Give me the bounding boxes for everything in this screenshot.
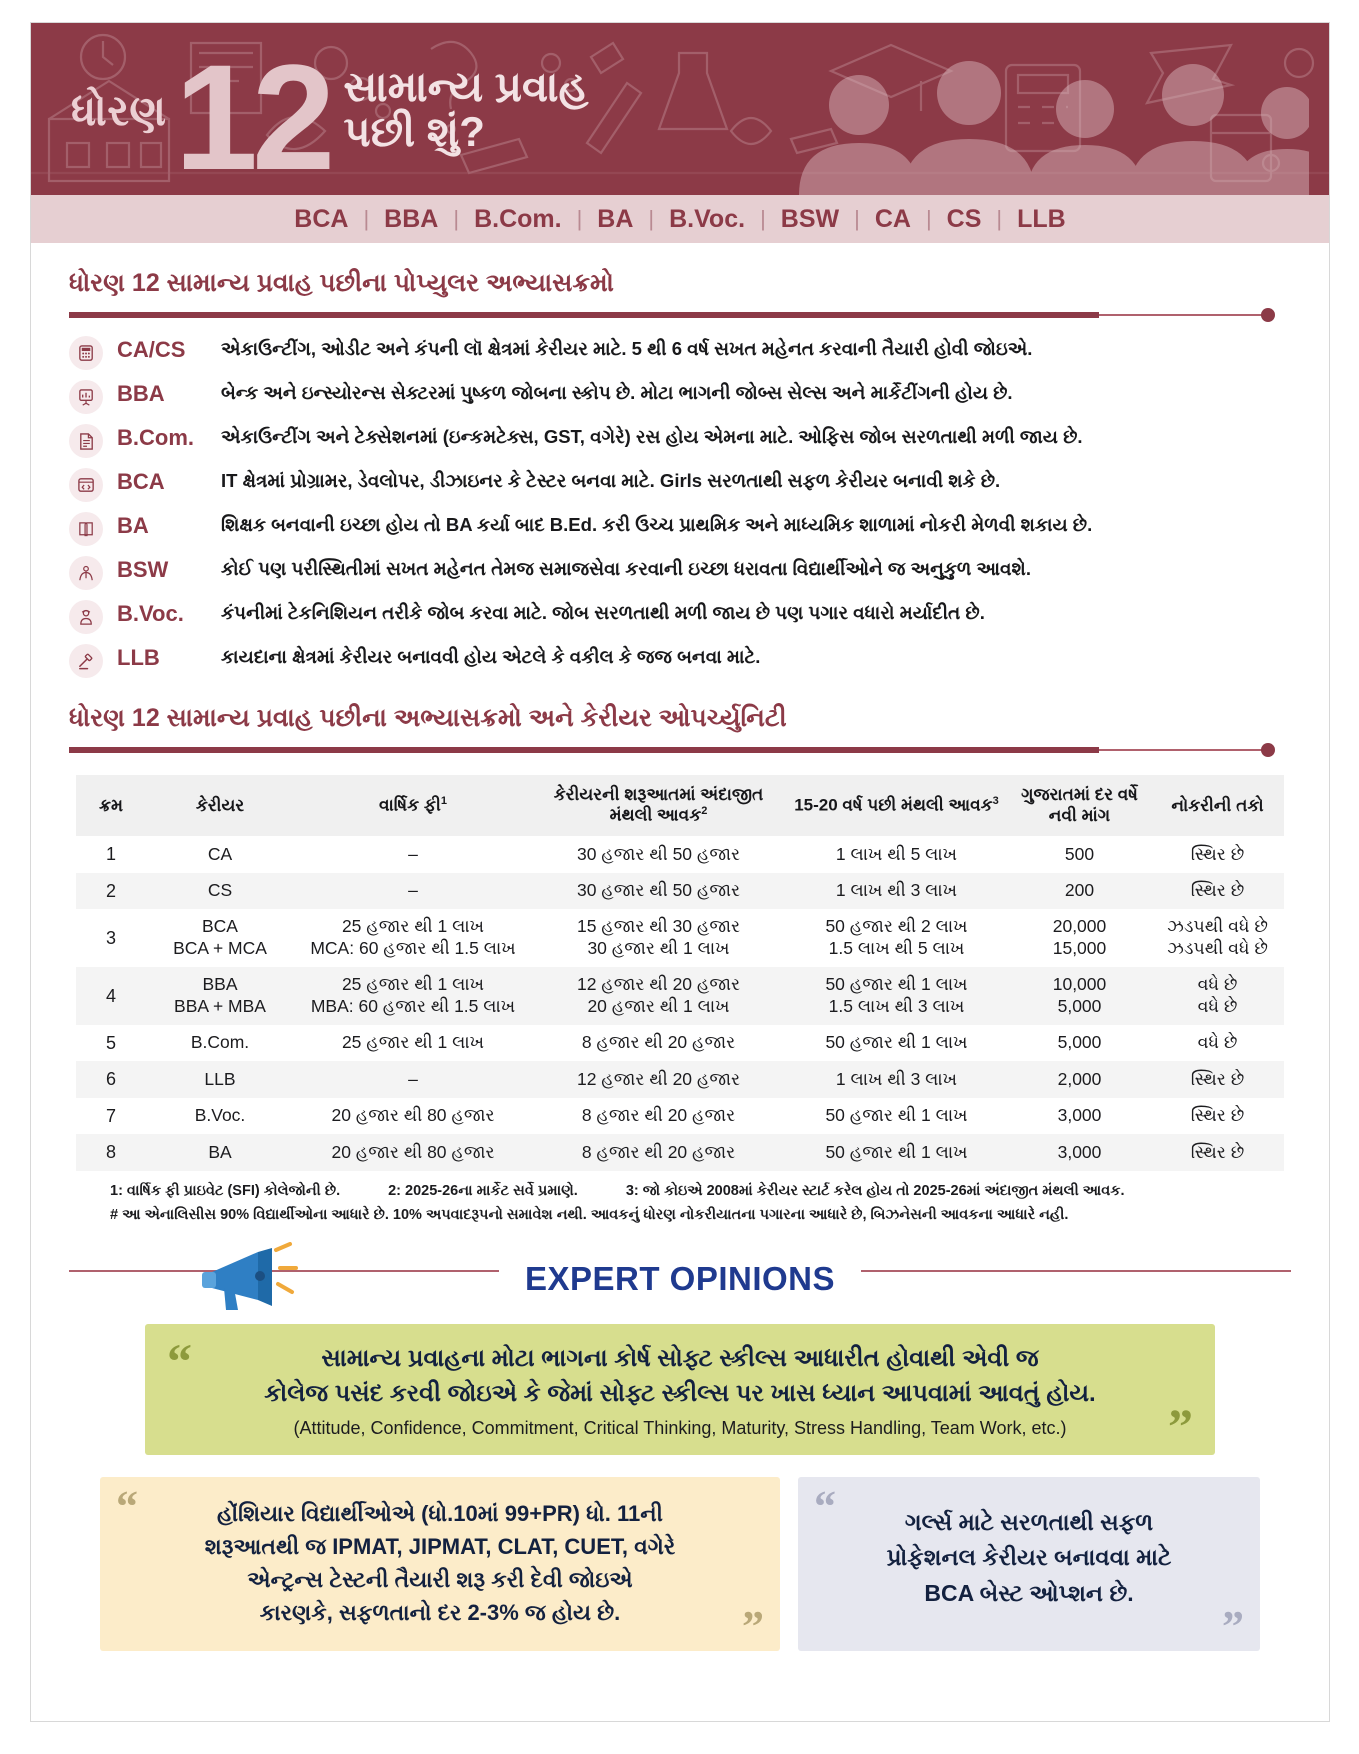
career-name: CA bbox=[207, 843, 233, 864]
row-number: 8 bbox=[76, 1134, 146, 1171]
job-scope: વધે છે bbox=[1197, 1032, 1238, 1053]
course-list-item bbox=[69, 646, 1291, 678]
course-name: BA bbox=[117, 513, 149, 538]
annual-fee: 25 હજાર થી 1 લાખ MCA: 60 હજાર થી 1.5 લાખ bbox=[310, 916, 516, 959]
annual-fee: 25 હજાર થી 1 લાખ MBA: 60 હજાર થી 1.5 લાખ bbox=[294, 967, 532, 1025]
code-icon bbox=[69, 468, 103, 502]
course-list-item bbox=[69, 514, 1291, 546]
megaphone-icon bbox=[194, 1242, 314, 1314]
course-strip-separator: | bbox=[925, 206, 932, 231]
later-income: 50 હજાર થી 1 લાખ bbox=[825, 1032, 968, 1053]
course-name: LLB bbox=[117, 645, 160, 670]
table-col-header: કેરીયર bbox=[146, 775, 294, 836]
course-strip-separator: | bbox=[760, 206, 766, 231]
course-list-item bbox=[69, 558, 1291, 590]
starting-income: 30 હજાર થી 50 હજાર bbox=[532, 873, 785, 910]
footnote-3: 3: જો કોઇએ 2008માં કેરીયર સ્ટાર્ટ કરેલ હોય તો 2025-26માં અંદાજીત મંથલી આવક. bbox=[625, 1182, 1125, 1199]
worker-icon bbox=[69, 600, 103, 634]
annual-fee: 25 હજાર થી 1 લાખ bbox=[341, 1032, 485, 1053]
course-strip-item-ba[interactable]: BA bbox=[597, 204, 634, 233]
course-list-item bbox=[69, 426, 1291, 458]
quote-left-line-4: કારણકે, સફળતાનો દર 2-3% જ હોય છે. bbox=[259, 1599, 621, 1625]
starting-income: 8 હજાર થી 20 હજાર bbox=[532, 1134, 785, 1171]
quote-open-icon: “ bbox=[116, 1481, 138, 1531]
course-strip-item-llb[interactable]: LLB bbox=[1017, 204, 1066, 233]
quote-right-line-2: પ્રોફેશનલ કેરીયર બનાવવા માટે bbox=[886, 1544, 1172, 1571]
yearly-demand: 10,000 5,000 bbox=[1008, 967, 1151, 1025]
course-description: IT ક્ષેત્રમાં પ્રોગ્રામર, ડેવલોપર, ડીઝાઇનર કે ટેસ્ટર બનવા માટે. Girls સરળતાથી સફળ કેરીયર બનાવી શકે છે. bbox=[221, 470, 1001, 491]
hero-standard-label: ધોરણ bbox=[71, 86, 167, 134]
table-col-header: ગુજરાતમાં દર વર્ષે નવી માંગ bbox=[1008, 775, 1151, 836]
popular-courses-section bbox=[31, 269, 1329, 678]
job-scope: ઝડપથી વધે છે ઝડપથી વધે છે bbox=[1167, 916, 1268, 959]
course-name: CA/CS bbox=[117, 337, 186, 362]
row-number: 6 bbox=[76, 1061, 146, 1098]
course-name: B.Com. bbox=[117, 425, 194, 450]
career-name: BBA BBA + MBA bbox=[146, 967, 294, 1025]
later-income: 50 હજાર થી 1 લાખ 1.5 લાખ થી 3 લાખ bbox=[785, 967, 1008, 1025]
expert-opinions-title: EXPERT OPINIONS bbox=[499, 1260, 861, 1298]
quote-main-line-1: સામાન્ય પ્રવાહના મોટા ભાગના કોર્ષ સોફ્ટ સ્કીલ્સ આધારીત હોવાથી એવી જ bbox=[321, 1345, 1039, 1373]
footnote-4: # આ એનાલિસીસ 90% વિદ્યાર્થીઓના આધારે છે. 10% અપવાદરૂપનો સમાવેશ નથી. આવકનું ધોરણ નોકરીયાતના પગારના આધારે છે, બિઝનેસની આવકના આધારે નહી. bbox=[110, 1206, 1069, 1223]
calculator-icon bbox=[69, 336, 103, 370]
table-col-header: કેરીયરની શરૂઆતમાં અંદાજીત મંથલી આવક$^2$ bbox=[532, 775, 785, 836]
career-name: BCA BCA + MCA bbox=[173, 916, 267, 959]
course-strip-item-bcom[interactable]: B.Com. bbox=[474, 204, 562, 233]
hands-heart-icon bbox=[69, 556, 103, 590]
hero-line-2: પછી શું? bbox=[343, 108, 485, 155]
table-row bbox=[76, 836, 1284, 873]
yearly-demand: 3,000 bbox=[1008, 1134, 1151, 1171]
expert-opinions-section bbox=[31, 1248, 1329, 1310]
divider-dot-icon bbox=[1261, 308, 1275, 322]
row-number: 7 bbox=[105, 1105, 116, 1126]
table-row bbox=[76, 1061, 1284, 1098]
course-list bbox=[69, 338, 1291, 678]
course-description: એકાઉન્ટીંગ, ઓડીટ અને કંપની લૉ ક્ષેત્રમાં કેરીયર માટે. 5 થી 6 વર્ષ સખત મહેનત કરવાની તૈયારી હોવી જોઇએ. bbox=[221, 338, 1033, 359]
starting-income: 8 હજાર થી 20 હજાર bbox=[581, 1105, 736, 1126]
row-number: 2 bbox=[76, 873, 146, 910]
yearly-demand: 3,000 bbox=[1057, 1105, 1102, 1126]
course-list-item bbox=[69, 382, 1291, 414]
quote-left-line-3: એન્ટ્રન્સ ટેસ્ટની તૈયારી શરૂ કરી દેવી જોઇએ bbox=[247, 1566, 633, 1592]
table-header-row bbox=[76, 775, 1284, 836]
annual-fee: 20 હજાર થી 80 હજાર bbox=[331, 1105, 495, 1126]
course-description: શિક્ષક બનવાની ઇચ્છા હોય તો BA કર્યા બાદ B.Ed. કરી ઉચ્ચ પ્રાથમિક અને માધ્યમિક શાળામાં નોકરી મેળવી શકાય છે. bbox=[221, 514, 1093, 535]
later-income: 1 લાખ થી 5 લાખ bbox=[835, 843, 958, 864]
course-name: BBA bbox=[117, 381, 165, 406]
course-strip-separator: | bbox=[854, 206, 860, 231]
yearly-demand: 5,000 bbox=[1057, 1032, 1102, 1053]
course-name: BSW bbox=[117, 557, 169, 582]
quote-left-line-1: હોંશિયાર વિદ્યાર્થીઓએ (ધો.10માં 99+PR) ધો. 11ની bbox=[217, 1500, 663, 1526]
career-name: BA bbox=[146, 1134, 294, 1171]
annual-fee: – bbox=[294, 1061, 532, 1098]
table-row bbox=[76, 967, 1284, 1025]
table-row bbox=[76, 1098, 1284, 1135]
annual-fee: – bbox=[294, 873, 532, 910]
starting-income: 12 હજાર થી 20 હજાર 20 હજાર થી 1 લાખ bbox=[532, 967, 785, 1025]
later-income: 50 હજાર થી 2 લાખ 1.5 લાખ થી 5 લાખ bbox=[825, 916, 968, 959]
expert-quote-row bbox=[100, 1477, 1260, 1651]
table-col-header: નોકરીની તકો bbox=[1151, 775, 1284, 836]
table-row bbox=[76, 873, 1284, 910]
quote-close-icon: ” bbox=[1168, 1397, 1193, 1454]
course-description: કંપનીમાં ટેકનિશિયન તરીકે જોબ કરવા માટે. જોબ સરળતાથી મળી જાય છે પણ પગાર વધારો મર્યાદીત છે. bbox=[221, 602, 985, 623]
career-name: B.Voc. bbox=[194, 1105, 246, 1126]
later-income: 50 હજાર થી 1 લાખ bbox=[785, 1134, 1008, 1171]
table-col-header: વાર્ષિક ફી$^1$ bbox=[294, 775, 532, 836]
quote-close-icon: ” bbox=[742, 1601, 764, 1651]
gavel-icon bbox=[69, 644, 103, 678]
course-strip bbox=[31, 195, 1329, 243]
yearly-demand: 200 bbox=[1008, 873, 1151, 910]
table-row bbox=[76, 909, 1284, 967]
starting-income: 8 હજાર થી 20 હજાર bbox=[581, 1032, 736, 1053]
career-name: LLB bbox=[146, 1061, 294, 1098]
presentation-icon bbox=[69, 380, 103, 414]
row-number: 3 bbox=[105, 928, 116, 949]
row-number: 4 bbox=[76, 967, 146, 1025]
footnote-2: 2: 2025-26ના માર્કેટ સર્વે પ્રમાણે. bbox=[388, 1182, 578, 1199]
section1-title: ધોરણ 12 સામાન્ય પ્રવાહ પછીના પોપ્યુલર અભ્યાસક્રમો bbox=[69, 269, 614, 297]
yearly-demand: 20,000 15,000 bbox=[1052, 916, 1107, 959]
course-strip-separator: | bbox=[996, 206, 1003, 231]
table-row bbox=[76, 1025, 1284, 1062]
row-number: 5 bbox=[105, 1032, 116, 1053]
career-name: CS bbox=[146, 873, 294, 910]
hero-banner bbox=[31, 23, 1329, 195]
quote-main-line-2: કોલેજ પસંદ કરવી જોઇએ કે જેમાં સોફ્ટ સ્કીલ્સ પર ખાસ ધ્યાન આપવામાં આવતું હોય. bbox=[264, 1379, 1096, 1407]
sheet bbox=[30, 22, 1330, 1722]
job-scope: વધે છે વધે છે bbox=[1151, 967, 1284, 1025]
expert-quote-left bbox=[100, 1477, 780, 1651]
course-strip-item-bca[interactable]: BCA bbox=[294, 204, 349, 233]
course-list-item bbox=[69, 470, 1291, 502]
course-description: બેન્ક અને ઇન્સ્યોરન્સ સેક્ટરમાં પુષ્કળ જોબના સ્કોપ છે. મોટા ભાગની જોબ્સ સેલ્સ અને માર્કેટીંગની હોય છે. bbox=[221, 382, 1013, 403]
starting-income: 15 હજાર થી 30 હજાર 30 હજાર થી 1 લાખ bbox=[576, 916, 741, 959]
table-footnotes bbox=[110, 1181, 1250, 1227]
hero-big-number: 12 bbox=[174, 32, 330, 195]
quote-close-icon: ” bbox=[1222, 1601, 1244, 1651]
career-opportunity-section bbox=[31, 704, 1329, 757]
course-strip-separator: | bbox=[576, 206, 583, 231]
table-col-header: ક્રમ bbox=[76, 775, 146, 836]
course-strip-separator: | bbox=[363, 206, 370, 231]
job-scope: સ્થિર છે bbox=[1151, 1134, 1284, 1171]
quote-right-line-3: BCA બેસ્ટ ઓપ્શન છે. bbox=[924, 1579, 1134, 1606]
course-description: કાયદાના ક્ષેત્રમાં કેરીયર બનાવવી હોય એટલે કે વકીલ કે જજ બનવા માટે. bbox=[221, 646, 761, 667]
course-description: એકાઉન્ટીંગ અને ટેક્સેશનમાં (ઇન્કમટેક્સ, GST, વગેરે) રસ હોય એમના માટે. ઓફિસ જોબ સરળતાથી મળી જાય છે. bbox=[221, 426, 1083, 447]
course-strip-item-cs[interactable]: CS bbox=[946, 204, 982, 233]
course-strip-item-ca[interactable]: CA bbox=[874, 204, 911, 233]
job-scope: સ્થિર છે bbox=[1190, 1105, 1245, 1126]
yearly-demand: 2,000 bbox=[1008, 1061, 1151, 1098]
later-income: 1 લાખ થી 3 લાખ bbox=[785, 1061, 1008, 1098]
career-name: B.Com. bbox=[190, 1032, 250, 1053]
section2-title: ધોરણ 12 સામાન્ય પ્રવાહ પછીના અભ્યાસક્રમો અને કેરીયર ઓપર્ચ્યુનિટી bbox=[69, 704, 787, 732]
course-name: B.Voc. bbox=[117, 601, 184, 626]
quote-main-subtext: (Attitude, Confidence, Commitment, Critical Thinking, Maturity, Stress Handling, Team Work, etc.) bbox=[293, 1417, 1067, 1438]
course-strip-separator: | bbox=[648, 206, 655, 231]
course-list-item bbox=[69, 602, 1291, 634]
section2-divider bbox=[69, 743, 1291, 757]
later-income: 50 હજાર થી 1 લાખ bbox=[825, 1105, 968, 1126]
starting-income: 30 હજાર થી 50 હજાર bbox=[576, 843, 741, 864]
table-col-header: 15-20 વર્ષ પછી મંથલી આવક$^3$ bbox=[785, 775, 1008, 836]
annual-fee: 20 હજાર થી 80 હજાર bbox=[294, 1134, 532, 1171]
section1-divider bbox=[69, 308, 1291, 322]
table-row bbox=[76, 1134, 1284, 1171]
quote-open-icon: “ bbox=[814, 1481, 836, 1531]
quote-open-icon: “ bbox=[167, 1333, 192, 1390]
career-table bbox=[76, 775, 1284, 1171]
document-icon bbox=[69, 424, 103, 458]
annual-fee: – bbox=[408, 843, 418, 864]
course-strip-separator: | bbox=[453, 206, 460, 231]
later-income: 1 લાખ થી 3 લાખ bbox=[785, 873, 1008, 910]
course-name: BCA bbox=[117, 469, 165, 494]
job-scope: સ્થિર છે bbox=[1190, 843, 1245, 864]
expert-quote-main bbox=[145, 1324, 1215, 1454]
hero-line-1: સામાન્ય પ્રવાહ bbox=[343, 62, 589, 110]
job-scope: સ્થિર છે bbox=[1151, 1061, 1284, 1098]
quote-right-line-1: ગર્લ્સ માટે સરળતાથી સફળ bbox=[904, 1508, 1154, 1535]
course-strip-item-bsw[interactable]: BSW bbox=[780, 204, 840, 233]
row-number: 1 bbox=[105, 844, 116, 865]
yearly-demand: 500 bbox=[1064, 843, 1095, 864]
course-list-item bbox=[69, 338, 1291, 370]
job-scope: સ્થિર છે bbox=[1151, 873, 1284, 910]
book-icon bbox=[69, 512, 103, 546]
expert-quote-right bbox=[798, 1477, 1260, 1651]
starting-income: 12 હજાર થી 20 હજાર bbox=[532, 1061, 785, 1098]
course-description: કોઈ પણ પરીસ્થિતીમાં સખત મહેનત તેમજ સમાજસેવા કરવાની ઇચ્છા ધરાવતા વિદ્યાર્થીઓને જ અનુકુળ આવશે. bbox=[221, 558, 1031, 579]
course-strip-item-bba[interactable]: BBA bbox=[384, 204, 439, 233]
course-strip-item-bvoc[interactable]: B.Voc. bbox=[669, 204, 746, 233]
quote-left-line-2: શરૂઆતથી જ IPMAT, JIPMAT, CLAT, CUET, વગેરે bbox=[204, 1533, 676, 1559]
divider-dot-icon bbox=[1261, 743, 1275, 757]
footnote-1: 1: વાર્ષિક ફી પ્રાઇવેટ (SFI) કોલેજોની છે. bbox=[110, 1182, 341, 1199]
